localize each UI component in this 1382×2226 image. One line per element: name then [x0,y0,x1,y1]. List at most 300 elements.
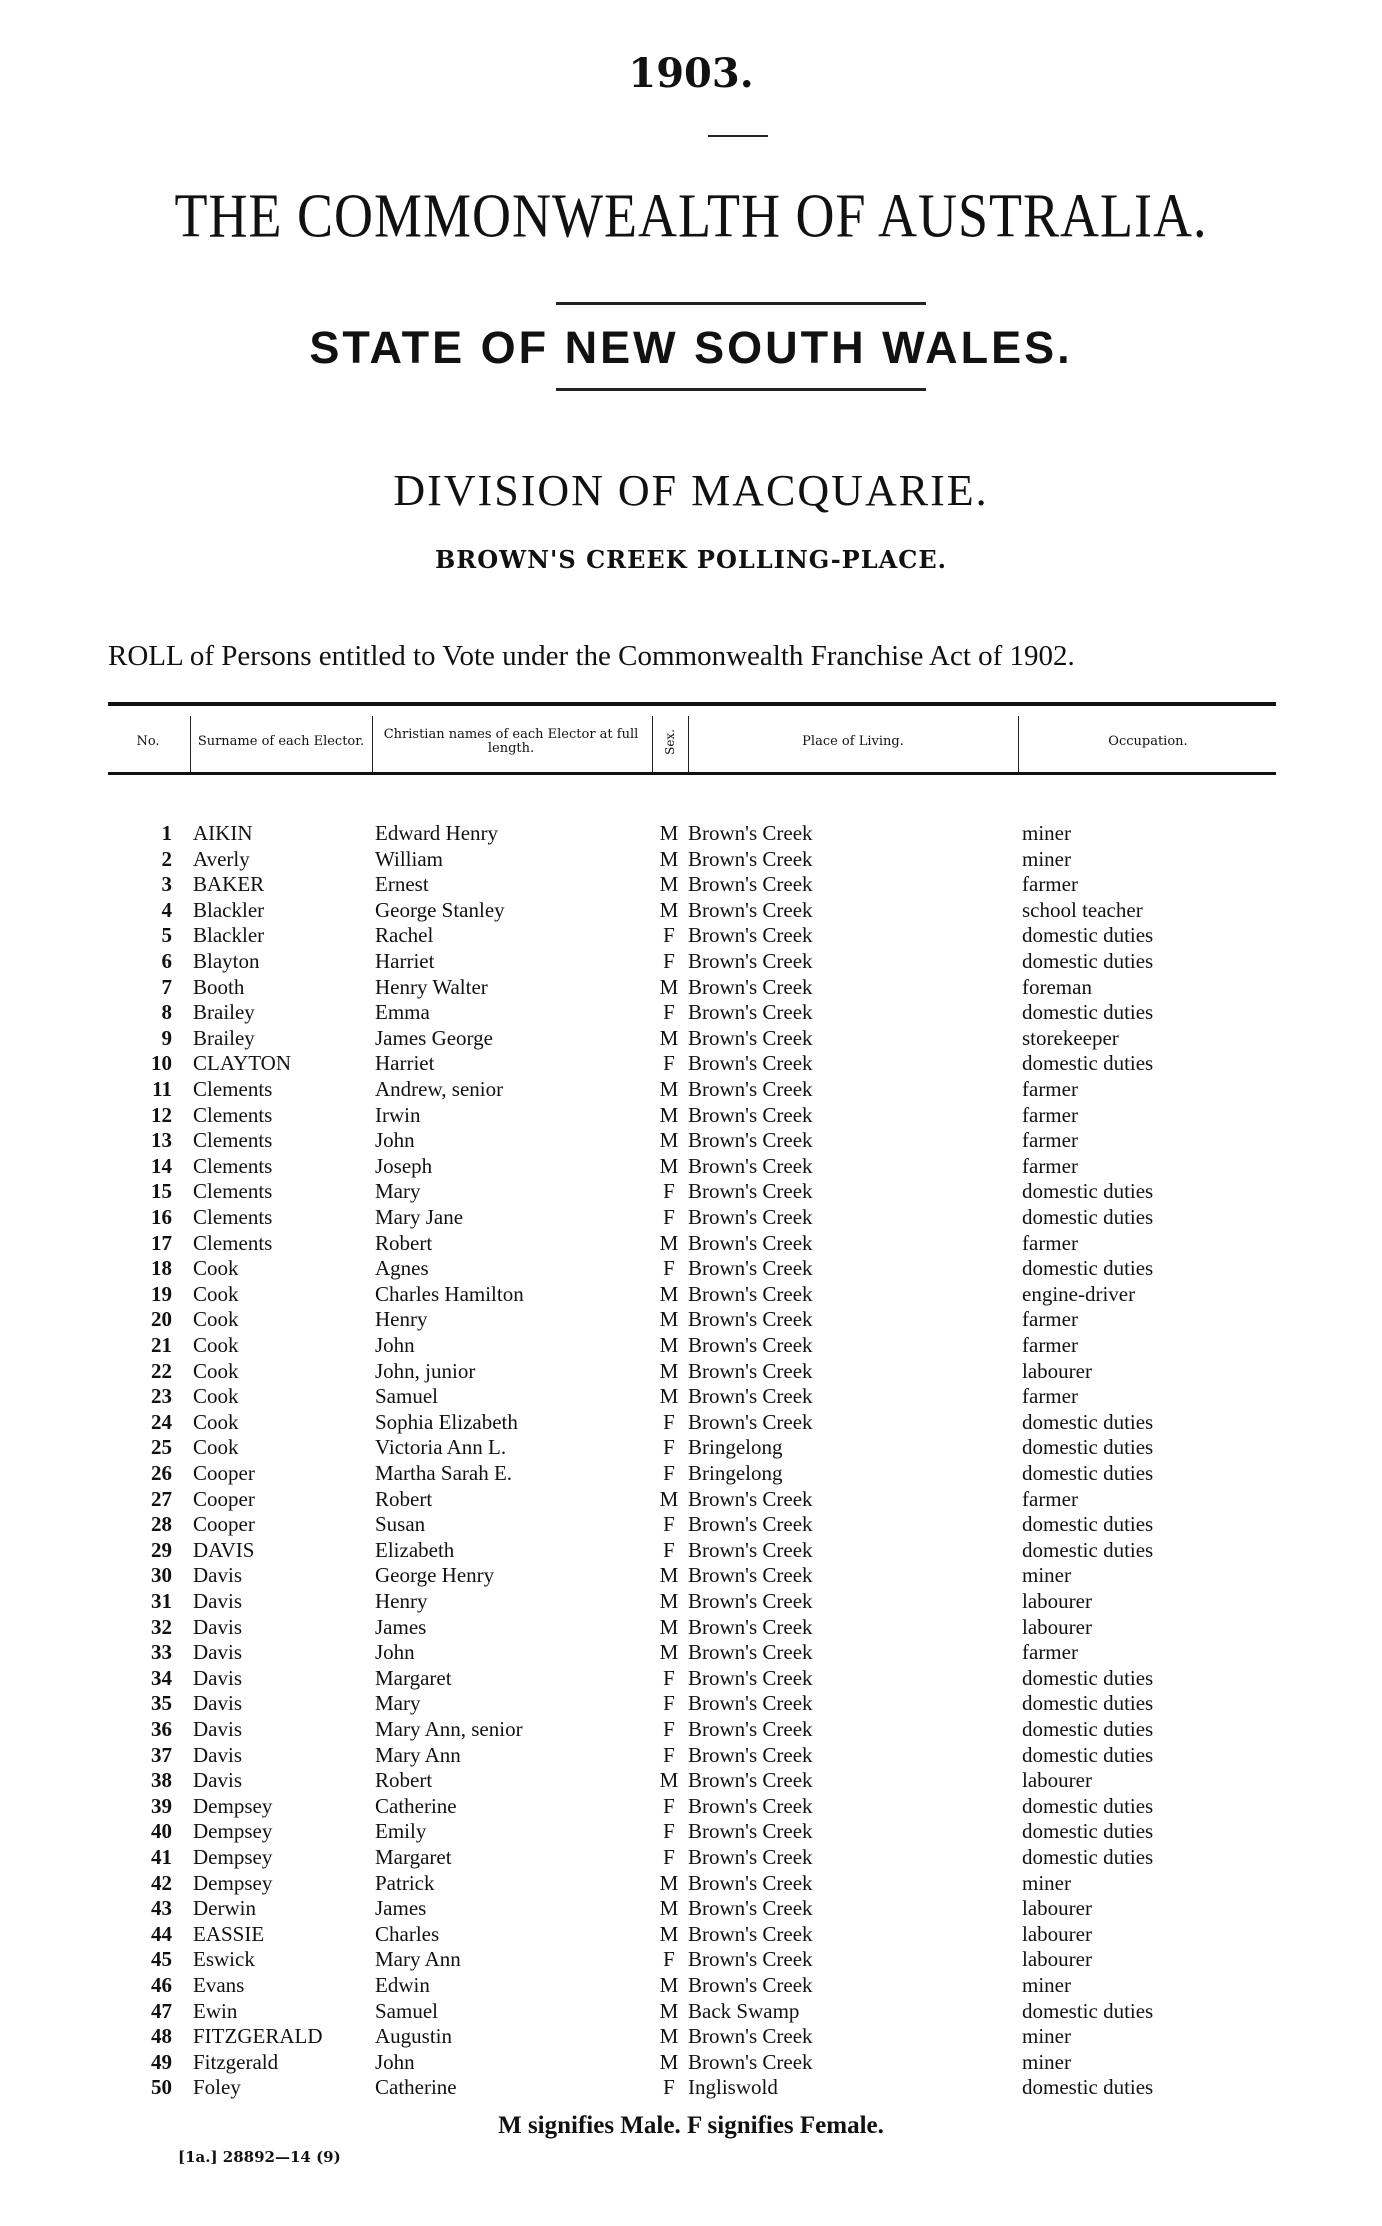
elector-occupation: domestic duties [1022,1819,1154,1844]
elector-sex: M [659,2049,679,2074]
elector-surname: Davis [193,1691,242,1716]
elector-occupation: farmer [1022,1153,1078,1178]
elector-number: 9 [161,1025,172,1050]
table-row [0,1204,1382,1230]
elector-number: 16 [151,1205,172,1229]
table-row [0,1998,1382,2024]
elector-occupation: labourer [1022,1921,1092,1946]
elector-surname: Clements [193,1179,273,1204]
elector-place-of-living: Brown's Creek [688,949,813,973]
table-row [0,1614,1382,1640]
elector-occupation: miner [1022,846,1071,871]
elector-place-of-living: Brown's Creek [688,1128,813,1153]
table-row [0,2049,1382,2075]
table-row [0,1255,1382,1281]
elector-christian-names: Andrew, senior [375,1077,504,1101]
commonwealth-heading: THE COMMONWEALTH OF AUSTRALIA. [174,181,1208,251]
header-sex-cell [654,712,686,772]
table-row [0,2074,1382,2100]
divider [556,302,926,305]
elector-place-of-living: Brown's Creek [688,1486,813,1511]
elector-sex: F [663,1845,675,1869]
table-row [0,871,1382,897]
table-row [0,1102,1382,1128]
table-row [0,1383,1382,1409]
elector-place-of-living: Brown's Creek [688,1768,813,1793]
table-row [0,1793,1382,1819]
elector-christian-names: Mary Ann [375,1947,461,1972]
elector-number: 37 [151,1742,172,1767]
elector-number: 22 [151,1358,172,1383]
elector-surname: Dempsey [193,1793,273,1818]
table-row [0,974,1382,1000]
table-row [0,1921,1382,1947]
elector-sex: F [663,1691,675,1716]
elector-occupation: school teacher [1022,897,1143,922]
elector-surname: Cook [193,1358,239,1383]
elector-occupation: miner [1022,2024,1071,2049]
elector-sex: F [663,1435,675,1460]
elector-christian-names: Catherine [375,2075,457,2100]
elector-christian-names: James George [375,1025,493,1050]
elector-surname: Dempsey [193,1845,273,1869]
table-row [0,1537,1382,1563]
elector-occupation: domestic duties [1022,1742,1154,1767]
elector-christian-names: Susan [375,1512,426,1537]
elector-number: 8 [161,1000,172,1025]
elector-occupation: storekeeper [1022,1025,1119,1050]
elector-number: 43 [151,1896,172,1921]
elector-number: 21 [151,1333,172,1357]
elector-occupation: miner [1022,1973,1071,1997]
elector-place-of-living: Brown's Creek [688,1281,813,1306]
elector-occupation: farmer [1022,1640,1078,1665]
elector-occupation: miner [1022,821,1071,845]
elector-christian-names: Henry [375,1589,428,1613]
elector-place-of-living: Brown's Creek [688,1640,813,1665]
elector-sex: F [663,1256,675,1281]
elector-number: 10 [151,1051,172,1076]
table-row [0,1358,1382,1384]
elector-occupation: labourer [1022,1896,1092,1921]
elector-place-of-living: Brown's Creek [688,1717,813,1741]
elector-place-of-living: Brown's Creek [688,2049,813,2074]
table-row [0,1153,1382,1179]
elector-christian-names: Emma [375,1000,430,1025]
elector-occupation: domestic duties [1022,1717,1154,1741]
elector-sex: M [659,846,679,871]
elector-surname: Cook [193,1333,239,1357]
elector-sex: M [659,1102,679,1127]
elector-surname: Eswick [193,1947,255,1972]
table-row [0,1127,1382,1153]
elector-surname: Davis [193,1742,242,1767]
elector-sex: M [659,872,679,897]
elector-occupation: domestic duties [1022,1537,1154,1562]
polling-place-heading: BROWN'S CREEK POLLING-PLACE. [435,545,947,574]
elector-number: 15 [151,1179,172,1204]
table-row [0,2023,1382,2049]
elector-number: 27 [151,1486,172,1511]
elector-number: 29 [151,1537,172,1562]
elector-occupation: domestic duties [1022,1793,1154,1818]
elector-sex: M [659,1640,679,1665]
elector-sex: F [663,2075,675,2100]
elector-number: 17 [151,1230,172,1255]
elector-occupation: domestic duties [1022,1256,1154,1281]
header-sex: Sex. [663,729,677,755]
elector-occupation: miner [1022,2049,1071,2074]
elector-surname: AIKIN [193,821,253,845]
table-top-rule [108,702,1276,706]
elector-occupation: miner [1022,1563,1071,1588]
elector-number: 35 [151,1691,172,1716]
elector-sex: F [663,1537,675,1562]
elector-surname: Clements [193,1230,273,1255]
elector-occupation: farmer [1022,1307,1078,1332]
elector-surname: Davis [193,1717,242,1741]
elector-christian-names: Henry [375,1307,428,1332]
table-row [0,1511,1382,1537]
elector-occupation: farmer [1022,1486,1078,1511]
table-row [0,846,1382,872]
elector-christian-names: Harriet [375,1051,435,1076]
elector-sex: F [663,1205,675,1229]
elector-christian-names: Patrick [375,1870,435,1895]
elector-sex: M [659,1973,679,1997]
table-row [0,1716,1382,1742]
elector-sex: F [663,1409,675,1434]
elector-surname: Cook [193,1256,239,1281]
elector-sex: M [659,1230,679,1255]
elector-surname: EASSIE [193,1921,265,1946]
elector-surname: Davis [193,1563,242,1588]
elector-surname: Fitzgerald [193,2049,279,2074]
elector-place-of-living: Brown's Creek [688,1665,813,1690]
elector-christian-names: John [375,2049,415,2074]
elector-surname: Brailey [193,1025,255,1050]
elector-place-of-living: Brown's Creek [688,1077,813,1101]
elector-sex: M [659,1358,679,1383]
elector-christian-names: Edwin [375,1973,430,1997]
table-row [0,1306,1382,1332]
elector-occupation: domestic duties [1022,1461,1154,1485]
elector-place-of-living: Brown's Creek [688,897,813,922]
elector-christian-names: Mary Ann [375,1742,461,1767]
elector-occupation: labourer [1022,1358,1092,1383]
elector-number: 32 [151,1614,172,1639]
elector-christian-names: James [375,1614,427,1639]
elector-sex: M [659,1384,679,1409]
elector-occupation: farmer [1022,872,1078,897]
elector-place-of-living: Brown's Creek [688,1307,813,1332]
elector-place-of-living: Brown's Creek [688,1333,813,1357]
elector-surname: Davis [193,1640,242,1665]
elector-surname: Blayton [193,949,260,973]
elector-sex: M [659,1896,679,1921]
elector-number: 36 [151,1717,172,1741]
elector-number: 14 [151,1153,172,1178]
elector-number: 5 [161,923,172,948]
elector-sex: M [659,1614,679,1639]
table-row [0,1409,1382,1435]
elector-sex: M [659,1128,679,1153]
column-divider [652,716,653,772]
elector-occupation: domestic duties [1022,1051,1154,1076]
column-divider [372,716,373,772]
elector-christian-names: Mary [375,1179,421,1204]
elector-place-of-living: Brown's Creek [688,1205,813,1229]
elector-place-of-living: Brown's Creek [688,1025,813,1050]
elector-christian-names: Augustin [375,2024,453,2049]
elector-christian-names: William [375,846,443,871]
header-no: No. [136,734,160,749]
elector-surname: Davis [193,1768,242,1793]
document-year: 1903. [628,50,754,97]
elector-sex: M [659,1998,679,2023]
table-row [0,1639,1382,1665]
elector-occupation: farmer [1022,1128,1078,1153]
elector-christian-names: John [375,1128,415,1153]
elector-christian-names: Elizabeth [375,1537,455,1562]
elector-sex: F [663,949,675,973]
elector-number: 2 [161,846,172,871]
elector-sex: F [663,1819,675,1844]
elector-christian-names: Robert [375,1230,433,1255]
elector-number: 50 [151,2075,172,2100]
printer-imprint: [1a.] 28892—14 (9) [178,2148,341,2166]
elector-number: 44 [151,1921,172,1946]
division-heading: DIVISION OF MACQUARIE. [393,466,989,515]
elector-christian-names: Joseph [375,1153,433,1178]
elector-place-of-living: Brown's Creek [688,1102,813,1127]
elector-occupation: farmer [1022,1333,1078,1357]
table-row [0,1818,1382,1844]
elector-occupation: engine-driver [1022,1281,1136,1306]
elector-surname: Davis [193,1589,242,1613]
elector-surname: Cook [193,1281,239,1306]
elector-number: 31 [151,1589,172,1613]
table-row [0,897,1382,923]
elector-number: 45 [151,1947,172,1972]
elector-occupation: domestic duties [1022,1665,1154,1690]
elector-number: 6 [161,949,172,973]
column-divider [190,716,191,772]
elector-place-of-living: Brown's Creek [688,1973,813,1997]
elector-sex: F [663,1665,675,1690]
elector-occupation: miner [1022,1870,1071,1895]
elector-number: 12 [151,1102,172,1127]
elector-surname: Cooper [193,1461,255,1485]
elector-christian-names: Robert [375,1768,433,1793]
elector-christian-names: Edward Henry [375,821,499,845]
table-row [0,1972,1382,1998]
elector-place-of-living: Brown's Creek [688,1512,813,1537]
elector-number: 48 [151,2024,172,2049]
elector-number: 3 [161,872,172,897]
elector-christian-names: Agnes [375,1256,429,1281]
elector-sex: F [663,1717,675,1741]
elector-christian-names: Harriet [375,949,435,973]
elector-place-of-living: Brown's Creek [688,1896,813,1921]
elector-sex: F [663,1793,675,1818]
divider [708,135,768,137]
elector-place-of-living: Brown's Creek [688,1000,813,1025]
elector-place-of-living: Brown's Creek [688,1409,813,1434]
elector-place-of-living: Brown's Creek [688,1153,813,1178]
elector-christian-names: Samuel [375,1384,438,1409]
elector-occupation: domestic duties [1022,2075,1154,2100]
elector-occupation: farmer [1022,1384,1078,1409]
elector-sex: F [663,1947,675,1972]
elector-christian-names: Margaret [375,1845,452,1869]
elector-christian-names: Martha Sarah E. [375,1461,513,1485]
elector-occupation: domestic duties [1022,1512,1154,1537]
elector-place-of-living: Brown's Creek [688,1563,813,1588]
elector-sex: F [663,1461,675,1485]
elector-sex: M [659,1307,679,1332]
elector-sex: M [659,1870,679,1895]
elector-place-of-living: Brown's Creek [688,1230,813,1255]
elector-occupation: domestic duties [1022,1845,1154,1869]
elector-christian-names: Henry Walter [375,974,488,999]
elector-christian-names: John, junior [375,1358,476,1383]
elector-number: 46 [151,1973,172,1997]
elector-number: 26 [151,1461,172,1485]
elector-sex: M [659,1921,679,1946]
table-row [0,1870,1382,1896]
elector-sex: M [659,1768,679,1793]
elector-occupation: farmer [1022,1230,1078,1255]
elector-number: 28 [151,1512,172,1537]
elector-surname: Clements [193,1128,273,1153]
elector-surname: FITZGERALD [193,2024,323,2049]
elector-occupation: domestic duties [1022,923,1154,948]
elector-christian-names: Ernest [375,872,429,897]
elector-christian-names: Mary Jane [375,1205,464,1229]
table-row [0,1895,1382,1921]
elector-number: 20 [151,1307,172,1332]
elector-number: 18 [151,1256,172,1281]
elector-christian-names: Margaret [375,1665,452,1690]
table-row [0,1434,1382,1460]
header-occupation: Occupation. [1108,734,1188,749]
elector-surname: Clements [193,1205,273,1229]
elector-surname: Clements [193,1102,273,1127]
elector-sex: M [659,974,679,999]
elector-christian-names: George Henry [375,1563,495,1588]
elector-number: 13 [151,1128,172,1153]
elector-number: 47 [151,1998,172,2023]
elector-surname: Blackler [193,923,265,948]
elector-christian-names: Catherine [375,1793,457,1818]
elector-place-of-living: Brown's Creek [688,1179,813,1204]
elector-occupation: domestic duties [1022,1000,1154,1025]
elector-number: 40 [151,1819,172,1844]
table-row [0,1025,1382,1051]
table-row [0,1562,1382,1588]
elector-sex: M [659,1153,679,1178]
table-row [0,1281,1382,1307]
elector-sex: F [663,923,675,948]
elector-surname: BAKER [193,872,265,897]
elector-surname: DAVIS [193,1537,255,1562]
table-row [0,1076,1382,1102]
elector-surname: Ewin [193,1998,238,2023]
elector-sex: F [663,1179,675,1204]
elector-occupation: domestic duties [1022,1691,1154,1716]
table-row [0,1332,1382,1358]
elector-christian-names: Mary [375,1691,421,1716]
elector-place-of-living: Bringelong [688,1435,783,1460]
elector-christian-names: James [375,1896,427,1921]
table-row [0,948,1382,974]
elector-christian-names: Samuel [375,1998,438,2023]
elector-place-of-living: Brown's Creek [688,1793,813,1818]
elector-place-of-living: Bringelong [688,1461,783,1485]
elector-number: 1 [161,821,172,845]
elector-surname: Cook [193,1435,239,1460]
elector-surname: Blackler [193,897,265,922]
elector-occupation: foreman [1022,974,1092,999]
table-row [0,1178,1382,1204]
table-row [0,1665,1382,1691]
table-row [0,922,1382,948]
elector-place-of-living: Brown's Creek [688,1358,813,1383]
elector-place-of-living: Ingliswold [688,2075,778,2100]
elector-surname: Clements [193,1153,273,1178]
elector-christian-names: Robert [375,1486,433,1511]
elector-sex: M [659,1486,679,1511]
elector-surname: CLAYTON [193,1051,292,1076]
header-surname: Surname of each Elector. [197,734,365,749]
elector-occupation: labourer [1022,1614,1092,1639]
elector-occupation: domestic duties [1022,1205,1154,1229]
elector-sex: M [659,1589,679,1613]
elector-christian-names: Charles [375,1921,440,1946]
table-row [0,1588,1382,1614]
elector-christian-names: Sophia Elizabeth [375,1409,518,1434]
elector-surname: Booth [193,974,245,999]
elector-number: 33 [151,1640,172,1665]
elector-surname: Cooper [193,1486,255,1511]
table-header-rule [108,772,1276,775]
elector-place-of-living: Brown's Creek [688,846,813,871]
elector-place-of-living: Brown's Creek [688,821,813,845]
elector-occupation: labourer [1022,1768,1092,1793]
elector-place-of-living: Brown's Creek [688,923,813,948]
elector-surname: Evans [193,1973,245,1997]
elector-number: 7 [161,974,172,999]
elector-sex: M [659,1333,679,1357]
roll-title: ROLL of Persons entitled to Vote under the Commonwealth Franchise Act of 1902. [108,640,1075,672]
elector-sex: M [659,1025,679,1050]
elector-christian-names: John [375,1640,415,1665]
table-row [0,820,1382,846]
elector-place-of-living: Brown's Creek [688,974,813,999]
elector-surname: Brailey [193,1000,255,1025]
elector-occupation: labourer [1022,1947,1092,1972]
elector-number: 34 [151,1665,172,1690]
elector-occupation: domestic duties [1022,1179,1154,1204]
elector-occupation: farmer [1022,1077,1078,1101]
elector-number: 19 [151,1281,172,1306]
table-row [0,1946,1382,1972]
elector-number: 38 [151,1768,172,1793]
table-row [0,1460,1382,1486]
elector-occupation: farmer [1022,1102,1078,1127]
elector-christian-names: John [375,1333,415,1357]
